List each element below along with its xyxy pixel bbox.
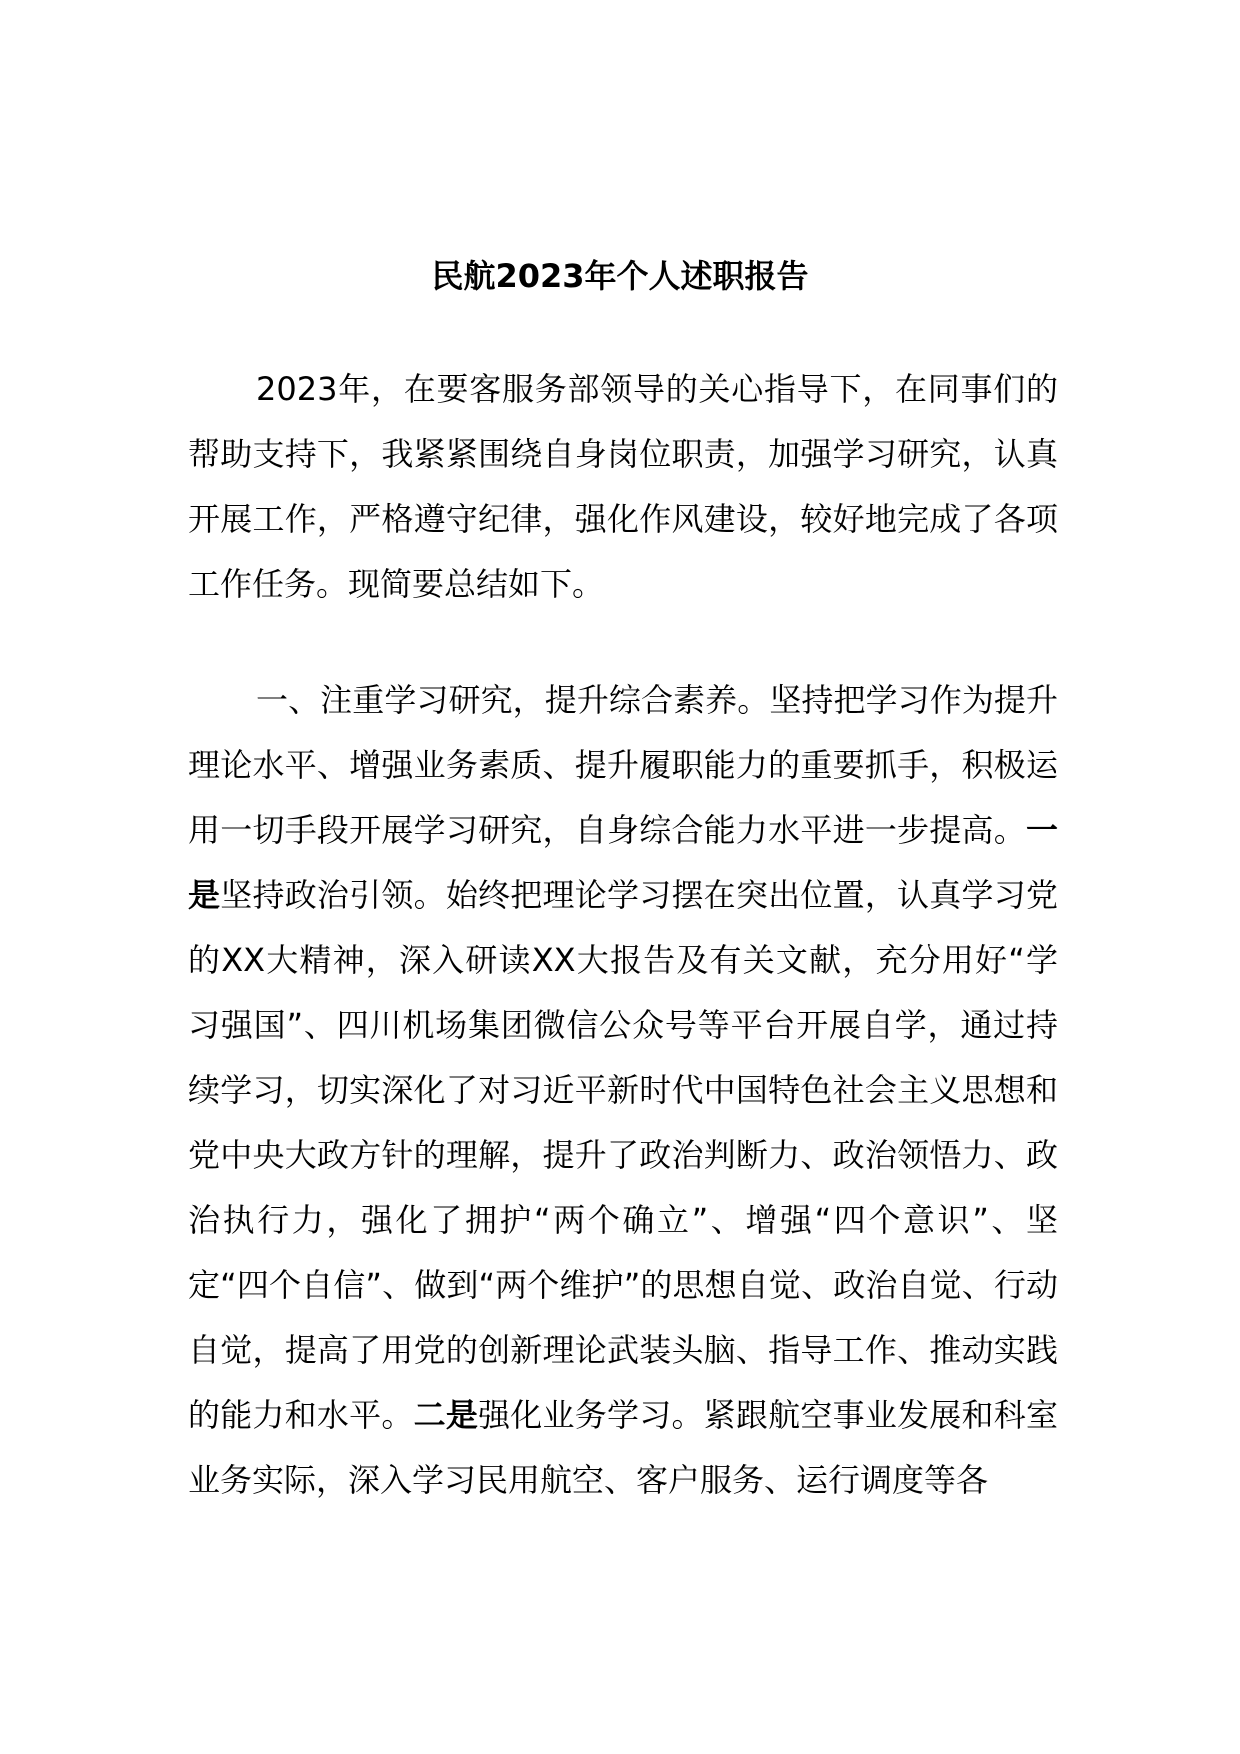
paragraph-text: 坚持政治引领。始终把理论学习摆在突出位置，认真学习党的XX大精神，深入研读XX大报告及有关文献，充分用好“学习强国”、四川机场集团微信公众号等平台开展自学，通过持续学习，切实深化了对习近平新时代中国特色社会主义思想和党中央大政方针的理解，提升了政治判断力、政治领悟力、政治执行力，强化了拥护“两个确立”、增强“四个意识”、坚定“四个自信”、做到“两个维护”的思想自觉、政治自觉、行动自觉，提高了用党的创新理论武装头脑、指导工作、推动实践的能力和水平。: [188, 876, 1058, 1434]
bold-marker-second: 二是: [413, 1396, 479, 1434]
paragraph-text: 强化业务学习。紧跟航空事业发展和科室业务实际，深入学习民用航空、客户服务、运行调度等各: [188, 1396, 1058, 1499]
paragraph-intro: [188, 357, 1058, 617]
paragraph-text: 2023年，在要客服务部领导的关心指导下，在同事们的帮助支持下，我紧紧围绕自身岗位职责，加强学习研究，认真开展工作，严格遵守纪律，强化作风建设，较好地完成了各项工作任务。现简要总结如下。: [188, 370, 1058, 603]
document-title: 民航2023年个人述职报告: [431, 257, 809, 295]
paragraph-text: 一、注重学习研究，提升综合素养。坚持把学习作为提升理论水平、增强业务素质、提升履职能力的重要抓手，积极运用一切手段开展学习研究，自身综合能力水平进一步提高。: [188, 681, 1058, 849]
bold-marker-first: 一是: [188, 811, 1058, 914]
paragraph-section-one: [188, 668, 1058, 1513]
